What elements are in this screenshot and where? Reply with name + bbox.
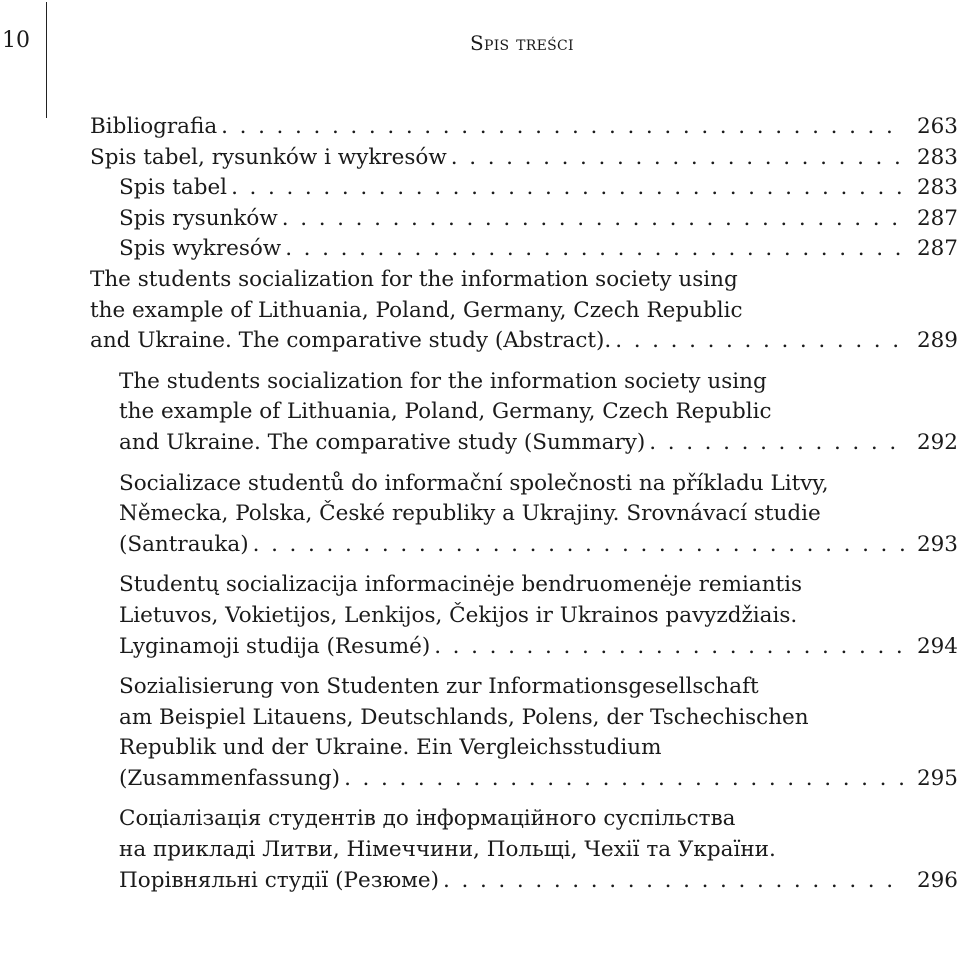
toc-page-number: 287	[916, 205, 958, 231]
toc-entry-title-line: Lietuvos, Vokietijos, Lenkijos, Čekijos ir Ukrainos pavyzdžiais.	[119, 602, 798, 628]
dot-leader	[443, 866, 904, 897]
dot-leader	[649, 428, 904, 459]
toc-entry-title: Lyginamoji studija (Resumé)	[119, 633, 431, 659]
toc-page-number: 283	[916, 144, 958, 170]
margin-rule	[46, 2, 47, 118]
toc-entry-spis-wykresow[interactable]	[90, 234, 958, 265]
toc-entry-spis-tabel[interactable]	[90, 173, 958, 204]
page-number: 10	[2, 28, 30, 53]
dot-leader	[285, 234, 904, 265]
toc-entry-summary[interactable]	[90, 367, 958, 459]
toc-entry-title: Spis tabel, rysunków i wykresów	[90, 144, 447, 170]
toc-entry-title: and Ukraine. The comparative study (Abstract).	[90, 328, 612, 354]
dot-leader	[221, 112, 904, 143]
toc-entry-title-line: the example of Lithuania, Poland, Germany, Czech Republic	[90, 297, 743, 323]
toc-entry-title-line: The students socialization for the information society using	[119, 368, 767, 394]
dot-leader	[253, 530, 904, 561]
dot-leader	[434, 632, 904, 663]
dot-leader	[282, 204, 904, 235]
toc-entry-title-line: Соціалізація студентів до інформаційного суспільства	[119, 806, 736, 832]
toc-entry-title: Spis wykresów	[119, 236, 282, 262]
table-of-contents	[90, 112, 958, 896]
toc-entry-title: and Ukraine. The comparative study (Summary)	[119, 429, 646, 455]
toc-entry-title: Порівняльні студії (Резюме)	[119, 867, 440, 893]
toc-entry-title: Spis rysunków	[119, 205, 278, 231]
toc-entry-title-line: The students socialization for the information society using	[90, 266, 738, 292]
toc-entry-resume[interactable]	[90, 570, 958, 662]
toc-page-number: 283	[916, 175, 958, 201]
toc-page-number: 292	[916, 429, 958, 455]
toc-entry-bibliografia[interactable]	[90, 112, 958, 143]
dot-leader	[615, 326, 904, 357]
toc-entry-title-line: Sozialisierung von Studenten zur Informationsgesellschaft	[119, 674, 759, 700]
toc-page-number: 263	[916, 114, 958, 139]
toc-page-number: 296	[916, 867, 958, 893]
toc-entry-title-line: на прикладі Литви, Німеччини, Польщі, Чехії та України.	[119, 837, 776, 863]
toc-entry-santrauka[interactable]	[90, 469, 958, 561]
toc-entry-spis-rysunkow[interactable]	[90, 204, 958, 235]
toc-entry-title: (Santrauka)	[119, 531, 249, 557]
toc-entry-title-line: Republik und der Ukraine. Ein Vergleichsstudium	[119, 735, 662, 761]
toc-entry-title: Spis tabel	[119, 175, 228, 201]
toc-entry-title-line: the example of Lithuania, Poland, Germany, Czech Republic	[119, 399, 772, 425]
toc-entry-title-line: Socializace studentů do informační společnosti na příkladu Litvy,	[119, 470, 829, 496]
toc-entry-title: Bibliografia	[90, 114, 218, 139]
toc-page-number: 293	[916, 531, 958, 557]
dot-leader	[231, 173, 904, 204]
dot-leader	[344, 764, 904, 795]
toc-entry-title-line: Německa, Polska, České republiky a Ukrajiny. Srovnávací studie	[119, 501, 821, 527]
toc-entry-zusammenfassung[interactable]	[90, 672, 958, 794]
toc-entry-rezyume[interactable]	[90, 804, 958, 896]
toc-page-number: 287	[916, 236, 958, 262]
toc-entry-spis-tabel-rysunkow-wykresow[interactable]	[90, 143, 958, 174]
toc-page-number: 289	[916, 328, 958, 354]
toc-entry-title-line: am Beispiel Litauens, Deutschlands, Polens, der Tschechischen	[119, 704, 809, 730]
dot-leader	[451, 143, 904, 174]
toc-entry-abstract[interactable]	[90, 265, 958, 357]
toc-entry-title: (Zusammenfassung)	[119, 765, 341, 791]
running-header: Spis treści	[470, 31, 574, 55]
toc-entry-title-line: Studentų socializacija informacinėje bendruomenėje remiantis	[119, 572, 803, 598]
toc-page-number: 295	[916, 765, 958, 791]
toc-page-number: 294	[916, 633, 958, 659]
